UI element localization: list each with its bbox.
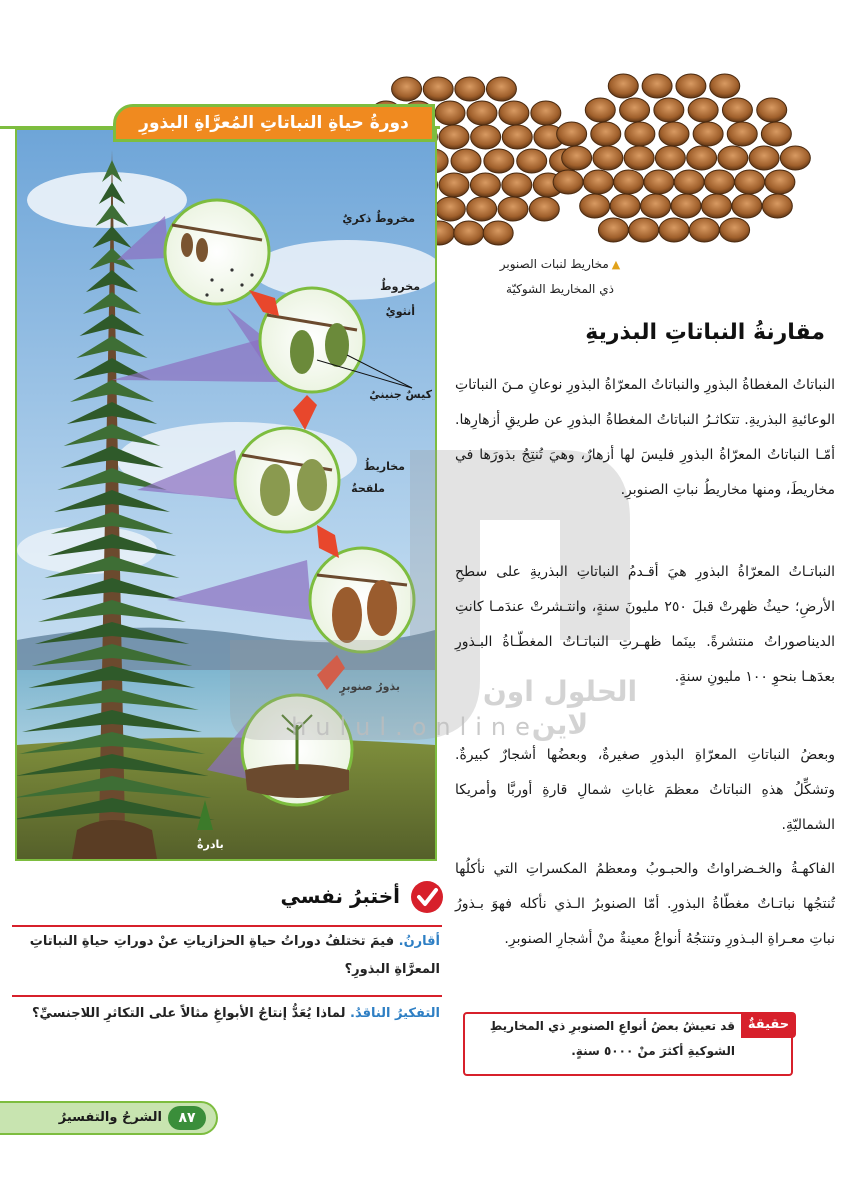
label-embryo-sac: كيسٌ جنينيٌ — [369, 388, 432, 401]
paragraph-4: الفاكهـةُ والخـضراواتُ والحبـوبُ ومعظمُ المكسراتِ التي نأكلُها تُنتجُها نباتـاتٌ مغطّاةُ البذورِ. أمّا الصنوبرُ الـذي نأكله فهوَ بـذورُ نباتِ معـراةِ البـذورِ وتنتجُهُ أنواعٌ معينةٌ منْ أشجارِ الصنوبرِ. — [455, 861, 835, 947]
watermark-arabic: الحلول اون لاين — [482, 675, 638, 741]
cone-scale — [704, 170, 734, 194]
self-check-divider — [12, 995, 442, 997]
section-title: مقارنةُ النباتاتِ البذريةِ — [585, 320, 825, 345]
cone-scale — [467, 197, 497, 221]
cone-scale — [608, 74, 638, 98]
bubble-seed-release — [310, 548, 414, 652]
cone-scale — [562, 146, 592, 170]
cone-scale — [641, 194, 671, 218]
cone-scale — [435, 197, 465, 221]
cone-scale — [392, 77, 422, 101]
cone-scale — [687, 146, 717, 170]
label-seedling: بادرةٌ — [197, 838, 224, 851]
cone-scale — [591, 122, 621, 146]
cone-scale — [517, 149, 547, 173]
question-critical-thinking — [12, 1000, 440, 1028]
cone-scale — [529, 197, 559, 221]
bubble-fertilized-cones — [235, 428, 339, 532]
cone-scale — [435, 101, 465, 125]
cone-scale — [439, 125, 469, 149]
cone-scale — [701, 194, 731, 218]
cone-scale — [454, 221, 484, 245]
cone-scale — [486, 77, 516, 101]
cone-scale — [455, 77, 485, 101]
cone-scale — [531, 101, 561, 125]
cone-scale — [580, 194, 610, 218]
cone-scale — [757, 98, 787, 122]
cone-scale — [471, 125, 501, 149]
cone-scale — [614, 170, 644, 194]
checkmark-icon — [410, 880, 444, 914]
cone-scale — [499, 101, 529, 125]
cone-scale — [423, 77, 453, 101]
cone-scale — [629, 218, 659, 242]
cone-scale — [625, 122, 655, 146]
caption-triangle-icon: ▲ — [611, 258, 621, 271]
cone-scale — [689, 218, 719, 242]
label-male-cone: مخروطٌ ذكريٌ — [342, 212, 415, 225]
question-compare — [12, 928, 440, 984]
life-cycle-diagram — [15, 128, 437, 861]
cone-scale — [780, 146, 810, 170]
label-pine-seeds: بذورُ صنوبرٍ — [339, 680, 400, 693]
cone-scale — [610, 194, 640, 218]
cone-scale — [718, 146, 748, 170]
cone-scale — [765, 170, 795, 194]
cone-scale — [585, 98, 615, 122]
cone-scale — [732, 194, 762, 218]
cone-scale — [598, 218, 628, 242]
fact-tag: حقيقةٌ — [741, 1012, 796, 1038]
bubble-male-cone — [165, 200, 269, 304]
cone-scale — [467, 101, 497, 125]
cone-scale — [688, 98, 718, 122]
cone-scale — [557, 122, 587, 146]
self-check-title: أختبرُ نفسي — [280, 884, 400, 908]
label-fertilized-1: مخاريطُ — [363, 460, 405, 473]
cone-scale — [720, 218, 750, 242]
cone-scale — [451, 149, 481, 173]
cone-scale — [693, 122, 723, 146]
cone-scale — [644, 170, 674, 194]
label-female-cone-1: مخروطٌ — [380, 280, 420, 293]
cone-scale — [749, 146, 779, 170]
caption-line-1: مخاريط لنبات الصنوبر — [499, 257, 609, 271]
cone-scale — [484, 149, 514, 173]
question-critical-text: لماذا يُعَدُّ إنتاجُ الأبواغِ مثالاً على التكاثرِ اللاجنسيِّ؟ — [31, 1006, 346, 1021]
question-critical-label: التفكيرُ الناقدُ. — [350, 1006, 440, 1021]
label-fertilized-2: ملقحةٌ — [351, 482, 385, 495]
cone-scale — [659, 122, 689, 146]
cone-scale — [676, 74, 706, 98]
paragraph-2: النباتـاتُ المعرّاةُ البذورِ هيَ أقـدمُ النباتاتِ البذريةِ على سطحِ الأرضِ؛ حيثُ ظهرتْ قبلَ ٢٥٠ مليونَ سنةٍ، وانتـشرتْ عندَمـا كانتِ الديناصوراتُ منتشرةً. بينَما ظهـرتِ النباتـاتُ المغطّـاةُ البـذورِ بعدَهـا بنحوِ ١٠٠ مليونِ سنةٍ. — [455, 564, 835, 685]
paragraph-1: النباتاتُ المغطاةُ البذورِ والنباتاتُ المعرّاةُ البذورِ نوعانِ مـنَ النباتاتِ الوعائيةِ البذريةِ. تتكاثـرُ النباتاتُ المغطاةُ البذورِ عن طريقِ أزهارِها. أمّـا النباتاتُ المعرّاةُ البذورِ فليسَ لها أزهارٌ، وهيَ تُنتِجُ بذورَها في مخاريطَ، ومنها مخاريطُ نباتِ الصنوبرِ. — [455, 377, 835, 498]
caption-line-2: ذي المخاريط الشوكيّة — [506, 282, 614, 296]
footer-section-label: الشرحُ والتفسيرُ — [58, 1110, 162, 1125]
cone-scale — [659, 218, 689, 242]
cone-scale — [624, 146, 654, 170]
label-female-cone-2: أنثويٌ — [385, 305, 415, 318]
cone-scale — [498, 197, 528, 221]
cone-scale — [674, 170, 704, 194]
paragraph-3: وبعضُ النباتاتِ المعرّاةِ البذورِ صغيرةٌ، وبعضُها أشجارٌ كبيرةٌ. وتشكِّلُ هذهِ النباتاتُ معظمَ غاباتِ شمالِ قارةِ أوربَّا وأمريكا الشماليّةِ. — [455, 747, 835, 833]
cone-scale — [722, 98, 752, 122]
cone-scale — [470, 173, 500, 197]
cone-scale — [727, 122, 757, 146]
photo-caption — [455, 252, 665, 301]
cone-scale — [553, 170, 583, 194]
cone-scale — [502, 173, 532, 197]
cone-scale — [439, 173, 469, 197]
cone-scale — [483, 221, 513, 245]
cone-scale — [762, 194, 792, 218]
cone-scale — [593, 146, 623, 170]
cone-scale — [655, 146, 685, 170]
watermark-latin: hulul.online — [291, 713, 539, 741]
cone-scale — [583, 170, 613, 194]
page-number: ٨٧ — [168, 1106, 206, 1130]
cone-scale — [671, 194, 701, 218]
cone-scale — [710, 74, 740, 98]
cone-scale — [761, 122, 791, 146]
cone-scale — [735, 170, 765, 194]
cone-scale — [620, 98, 650, 122]
bubble-seedling — [242, 695, 352, 805]
diagram-title: دورةُ حياةِ النباتاتِ المُعرَّاةِ البذورِ — [113, 104, 435, 142]
fact-text: قد تعيشُ بعضُ أنواعِ الصنوبرِ ذي المخاريطِ الشوكيةِ أكثرَ منْ ٥٠٠٠ سنةٍ. — [489, 1019, 735, 1058]
question-compare-label: أقارنُ. — [398, 934, 440, 949]
question-compare-text: فيمَ تختلفُ دوراتُ حياةِ الحزازياتِ عنْ دوراتِ حياةِ النباتاتِ المعرَّاةِ البذورِ؟ — [29, 934, 440, 977]
cone-scale — [642, 74, 672, 98]
cone-scale — [502, 125, 532, 149]
cone-scale — [654, 98, 684, 122]
self-check-divider — [12, 925, 442, 927]
